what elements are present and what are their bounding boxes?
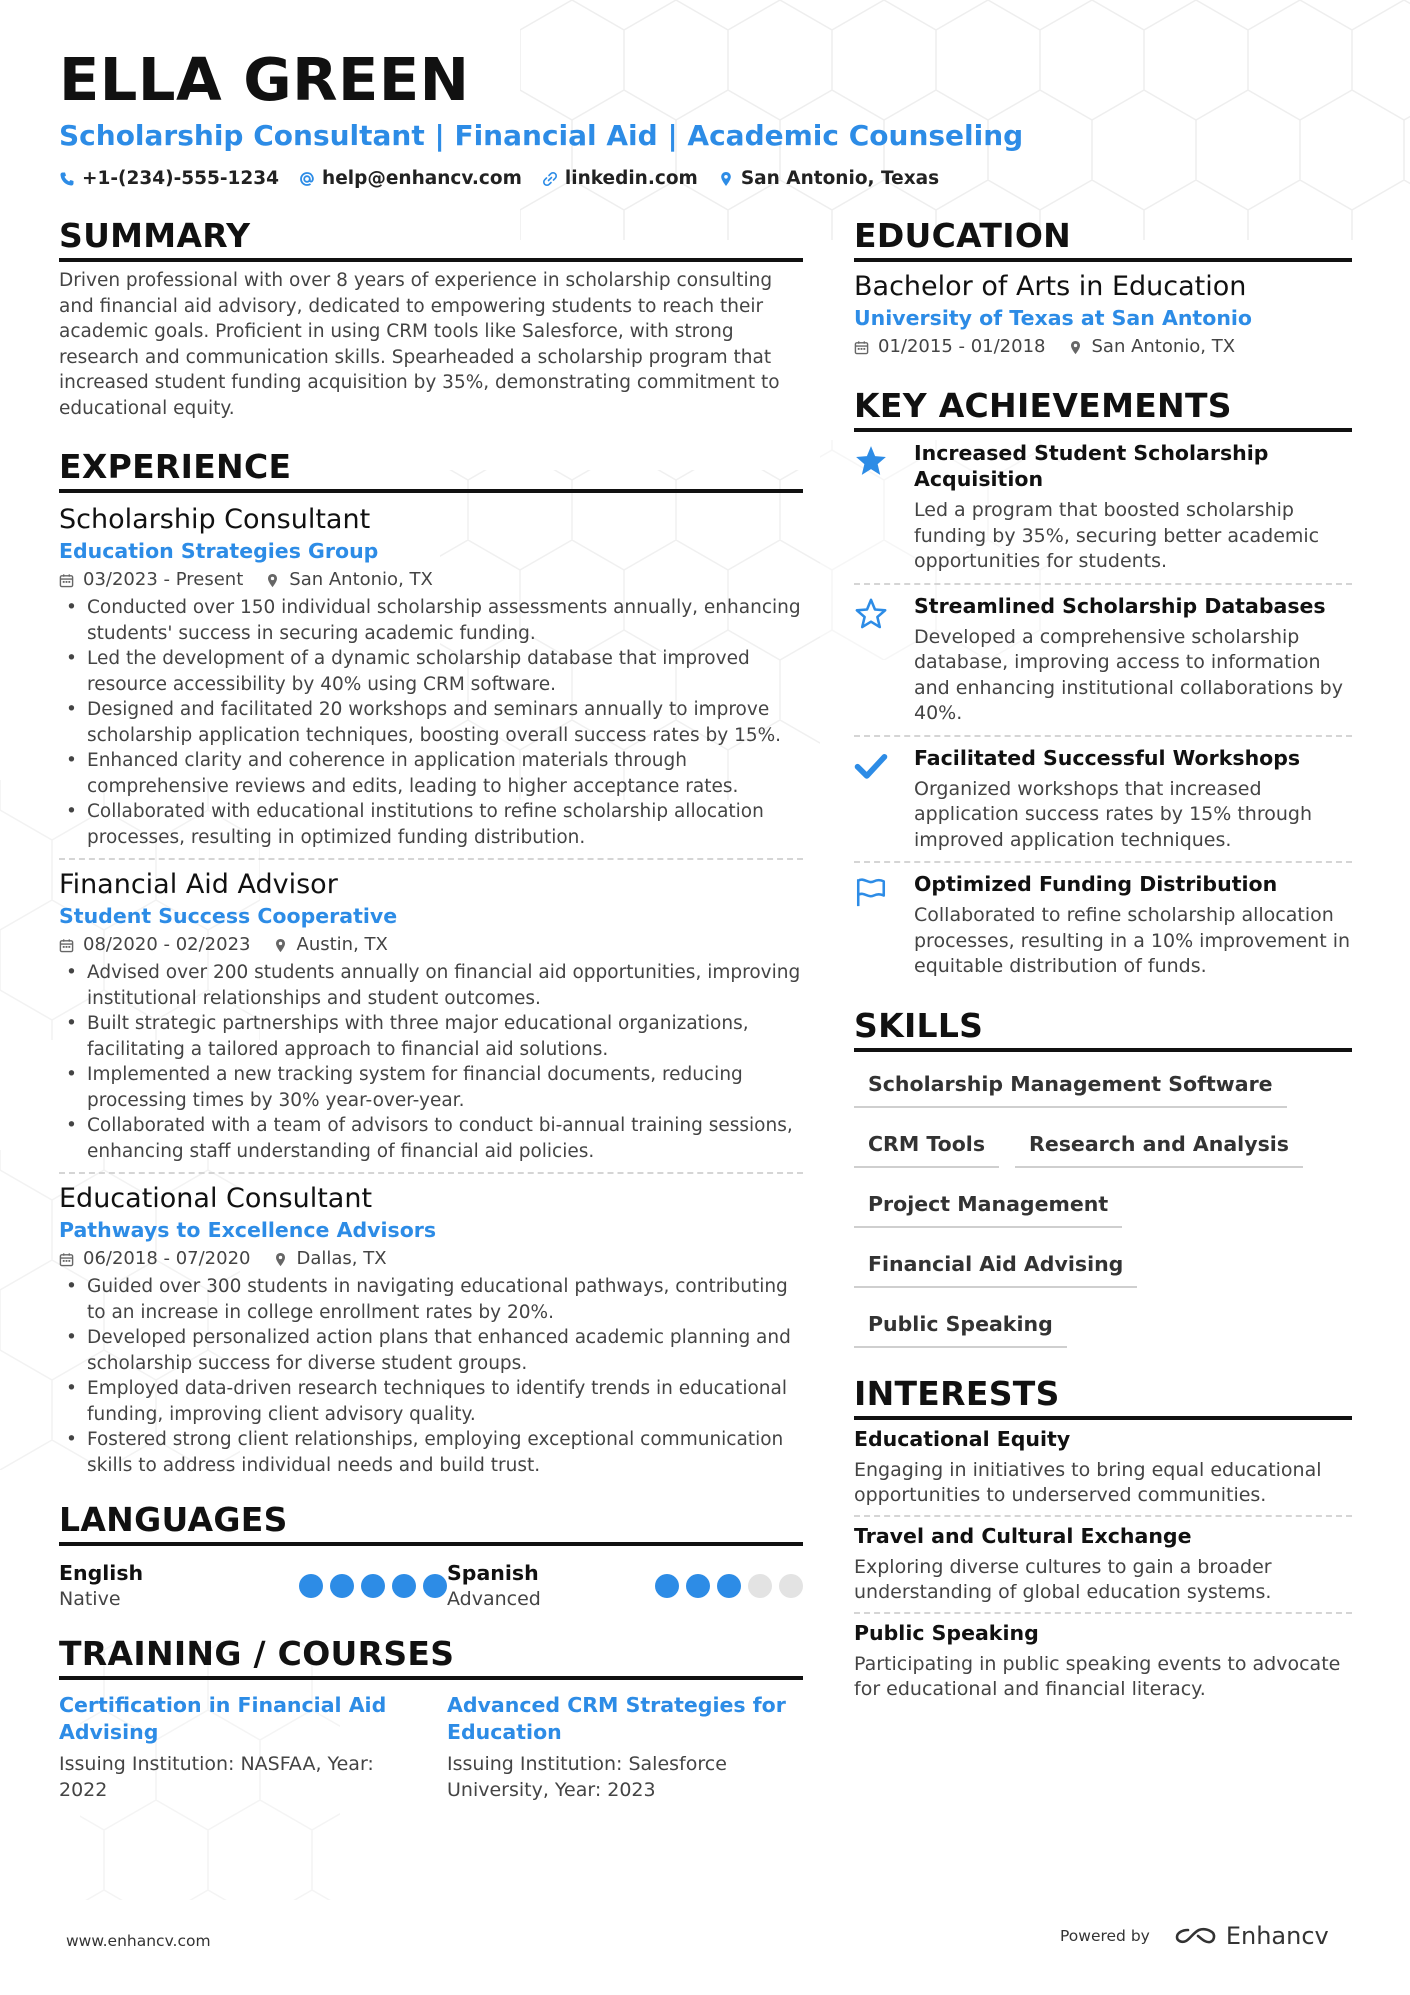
education-dates: 01/2015 - 01/2018 [878, 336, 1046, 357]
job-bullets [59, 960, 803, 1164]
star-outline-icon [854, 597, 888, 631]
divider [854, 735, 1352, 737]
achievement-desc: Developed a comprehensive scholarship database, improving access to information and enhancing institutional collaborations by 40%. [914, 625, 1343, 724]
job-role: Educational Consultant [59, 1183, 373, 1214]
education-meta [854, 334, 1352, 360]
rating-dot-filled [655, 1574, 679, 1598]
contact-email[interactable] [299, 168, 522, 189]
job-bullet: • Developed personalized action plans that enhanced academic planning and scholarship success for diverse student groups. [59, 1325, 803, 1376]
languages-list [59, 1560, 803, 1612]
divider [59, 858, 803, 860]
skills-list [854, 1060, 1352, 1360]
training-list [59, 1692, 803, 1803]
rating-dot-empty [748, 1574, 772, 1598]
skill-tag: CRM Tools [854, 1120, 999, 1168]
job-bullet: • Employed data-driven research techniques to identify trends in educational funding, improving client advisory quality. [59, 1376, 803, 1427]
brand-name: Enhancv [1225, 1922, 1329, 1950]
language-level: Native [59, 1588, 121, 1610]
calendar-icon [854, 340, 869, 355]
job-role: Financial Aid Advisor [59, 869, 338, 900]
job-bullet: • Collaborated with educational institutions to refine scholarship allocation processes, resulting in optimized funding distribution. [59, 799, 803, 850]
skills-heading: SKILLS [854, 1006, 1352, 1052]
language-name: Spanish [447, 1561, 539, 1585]
course-desc: Issuing Institution: Salesforce University, Year: 2023 [447, 1753, 727, 1801]
languages-section [59, 1500, 803, 1612]
job-entry [59, 868, 803, 1164]
achievement-desc: Organized workshops that increased application success rates by 15% through improved application techniques. [914, 777, 1313, 851]
job-bullet: • Conducted over 150 individual scholarship assessments annually, enhancing students' success in securing academic funding. [59, 595, 803, 646]
interest-desc: Exploring diverse cultures to gain a broader understanding of global education systems. [854, 1555, 1272, 1603]
contact-location [718, 168, 939, 189]
divider [854, 1515, 1352, 1517]
map-pin-icon [1068, 340, 1083, 355]
skill-tag: Research and Analysis [1015, 1120, 1303, 1168]
phone-text: +1-(234)-555-1234 [82, 168, 280, 189]
job-company[interactable]: Education Strategies Group [59, 539, 379, 563]
education-degree: Bachelor of Arts in Education [854, 271, 1247, 302]
interest-item [854, 1426, 1352, 1509]
powered-by-label: Powered by [1060, 1927, 1150, 1945]
rating-dot-filled [330, 1574, 354, 1598]
job-location: Austin, TX [296, 934, 388, 955]
achievements-section [854, 386, 1352, 980]
achievement-item [854, 745, 1352, 854]
rating-dot-filled [361, 1574, 385, 1598]
skill-tag: Public Speaking [854, 1300, 1067, 1348]
rating-dot-empty [779, 1574, 803, 1598]
job-bullet: • Built strategic partnerships with three major educational organizations, facilitating a tailored approach to financial aid solutions. [59, 1011, 803, 1062]
candidate-name: ELLA GREEN [59, 45, 470, 114]
skill-tag: Scholarship Management Software [854, 1060, 1287, 1108]
interest-desc: Engaging in initiatives to bring equal educational opportunities to underserved communities. [854, 1458, 1322, 1506]
achievement-desc: Collaborated to refine scholarship allocation processes, resulting in a 10% improvement in equitable distribution of funds. [914, 904, 1351, 977]
job-bullet: • Implemented a new tracking system for financial documents, reducing processing times by 30% year-over-year. [59, 1062, 803, 1113]
email-text: help@enhancv.com [322, 168, 522, 189]
job-bullets [59, 1274, 803, 1478]
achievement-title: Increased Student Scholarship Acquisition [914, 441, 1269, 491]
calendar-icon [59, 1252, 74, 1267]
summary-text: Driven professional with over 8 years of experience in scholarship consulting and financial aid advisory, dedicated to empowering students to reach their academic goals. Proficient in using CRM tools like Salesforce, with strong research and communication skills. Spearheaded a scholarship program that increased student funding acquisition by 35%, demonstrating commitment to educational equity. [59, 270, 780, 419]
achievement-title: Streamlined Scholarship Databases [914, 593, 1326, 618]
at-sign-icon [299, 171, 315, 187]
footer-website[interactable]: www.enhancv.com [66, 1932, 211, 1950]
job-meta [59, 932, 803, 958]
achievement-item [854, 871, 1352, 980]
calendar-icon [59, 573, 74, 588]
left-column [59, 216, 803, 1803]
brand-logo[interactable] [1174, 1922, 1329, 1950]
divider [854, 1612, 1352, 1614]
job-dates: 03/2023 - Present [83, 569, 244, 590]
education-school[interactable]: University of Texas at San Antonio [854, 306, 1253, 330]
summary-section [59, 216, 803, 421]
interests-section [854, 1374, 1352, 1703]
divider [854, 861, 1352, 863]
enhancv-logo-icon [1174, 1924, 1218, 1948]
linkedin-text: linkedin.com [564, 168, 698, 189]
education-heading: EDUCATION [854, 216, 1352, 262]
language-rating [648, 1574, 803, 1598]
achievement-item [854, 440, 1352, 575]
experience-section [59, 447, 803, 1478]
achievement-item [854, 593, 1352, 727]
skills-section [854, 1006, 1352, 1360]
rating-dot-filled [392, 1574, 416, 1598]
interest-title: Public Speaking [854, 1620, 1039, 1645]
job-meta [59, 1246, 803, 1272]
interests-heading: INTERESTS [854, 1374, 1352, 1420]
job-bullet: • Designed and facilitated 20 workshops and seminars annually to improve scholarship application techniques, boosting overall success rates by 15%. [59, 697, 803, 748]
contact-phone[interactable] [59, 168, 279, 189]
course-item [59, 1692, 447, 1803]
training-section [59, 1634, 803, 1803]
course-title[interactable]: Advanced CRM Strategies for Education [447, 1693, 786, 1744]
flag-icon [854, 875, 888, 909]
job-company[interactable]: Pathways to Excellence Advisors [59, 1218, 437, 1242]
interest-desc: Participating in public speaking events to advocate for educational and financial literacy. [854, 1652, 1341, 1700]
skill-tag: Financial Aid Advising [854, 1240, 1137, 1288]
language-item [447, 1560, 803, 1612]
languages-heading: LANGUAGES [59, 1500, 803, 1546]
course-item [447, 1692, 803, 1803]
map-pin-icon [718, 171, 734, 187]
job-location: San Antonio, TX [289, 569, 433, 590]
link-icon [542, 171, 558, 187]
achievement-title: Facilitated Successful Workshops [914, 745, 1301, 770]
interest-item [854, 1523, 1352, 1606]
job-bullets [59, 595, 803, 850]
job-dates: 08/2020 - 02/2023 [83, 934, 251, 955]
interest-title: Educational Equity [854, 1426, 1071, 1451]
job-location: Dallas, TX [296, 1248, 387, 1269]
achievements-heading: KEY ACHIEVEMENTS [854, 386, 1352, 432]
divider [59, 1172, 803, 1174]
star-filled-icon [854, 444, 888, 478]
language-level: Advanced [447, 1588, 541, 1610]
divider [854, 583, 1352, 585]
language-name: English [59, 1561, 144, 1585]
contact-linkedin[interactable] [542, 168, 698, 189]
experience-heading: EXPERIENCE [59, 447, 803, 493]
job-role: Scholarship Consultant [59, 504, 371, 535]
rating-dot-filled [686, 1574, 710, 1598]
right-column [854, 216, 1352, 1703]
achievement-desc: Led a program that boosted scholarship funding by 35%, securing better academic opportunities for students. [914, 499, 1320, 572]
map-pin-icon [265, 573, 280, 588]
job-entry [59, 503, 803, 850]
job-company[interactable]: Student Success Cooperative [59, 904, 398, 928]
checkmark-icon [854, 749, 888, 783]
achievement-title: Optimized Funding Distribution [914, 872, 1278, 896]
education-section [854, 216, 1352, 360]
language-item [59, 1560, 447, 1612]
location-text: San Antonio, Texas [740, 168, 940, 189]
course-desc: Issuing Institution: NASFAA, Year: 2022 [59, 1753, 374, 1801]
headline: Scholarship Consultant | Financial Aid | Academic Counseling [59, 119, 1024, 152]
rating-dot-filled [299, 1574, 323, 1598]
job-bullet: • Fostered strong client relationships, employing exceptional communication skills to address individual needs and build trust. [59, 1427, 803, 1478]
rating-dot-filled [717, 1574, 741, 1598]
job-entry [59, 1182, 803, 1478]
job-meta [59, 567, 803, 593]
rating-dot-filled [423, 1574, 447, 1598]
interest-title: Travel and Cultural Exchange [854, 1523, 1192, 1548]
job-bullet: • Led the development of a dynamic scholarship database that improved resource accessibility by 40% using CRM software. [59, 646, 803, 697]
phone-icon [59, 171, 75, 187]
summary-heading: SUMMARY [59, 216, 803, 262]
map-pin-icon [273, 1252, 288, 1267]
job-bullet: • Advised over 200 students annually on financial aid opportunities, improving institutional relationships and student outcomes. [59, 960, 803, 1011]
job-dates: 06/2018 - 07/2020 [83, 1248, 251, 1269]
course-title[interactable]: Certification in Financial Aid Advising [59, 1693, 387, 1744]
interest-item [854, 1620, 1352, 1703]
map-pin-icon [273, 938, 288, 953]
job-bullet: • Collaborated with a team of advisors to conduct bi-annual training sessions, enhancing staff understanding of financial aid policies. [59, 1113, 803, 1164]
training-heading: TRAINING / COURSES [59, 1634, 803, 1680]
footer-branding [1060, 1922, 1329, 1950]
education-location: San Antonio, TX [1091, 336, 1236, 357]
contact-bar [59, 168, 959, 189]
job-bullet: • Enhanced clarity and coherence in application materials through comprehensive reviews and edits, leading to higher acceptance rates. [59, 748, 803, 799]
calendar-icon [59, 938, 74, 953]
language-rating [292, 1574, 447, 1598]
skill-tag: Project Management [854, 1180, 1122, 1228]
job-bullet: • Guided over 300 students in navigating educational pathways, contributing to an increase in college enrollment rates by 20%. [59, 1274, 803, 1325]
